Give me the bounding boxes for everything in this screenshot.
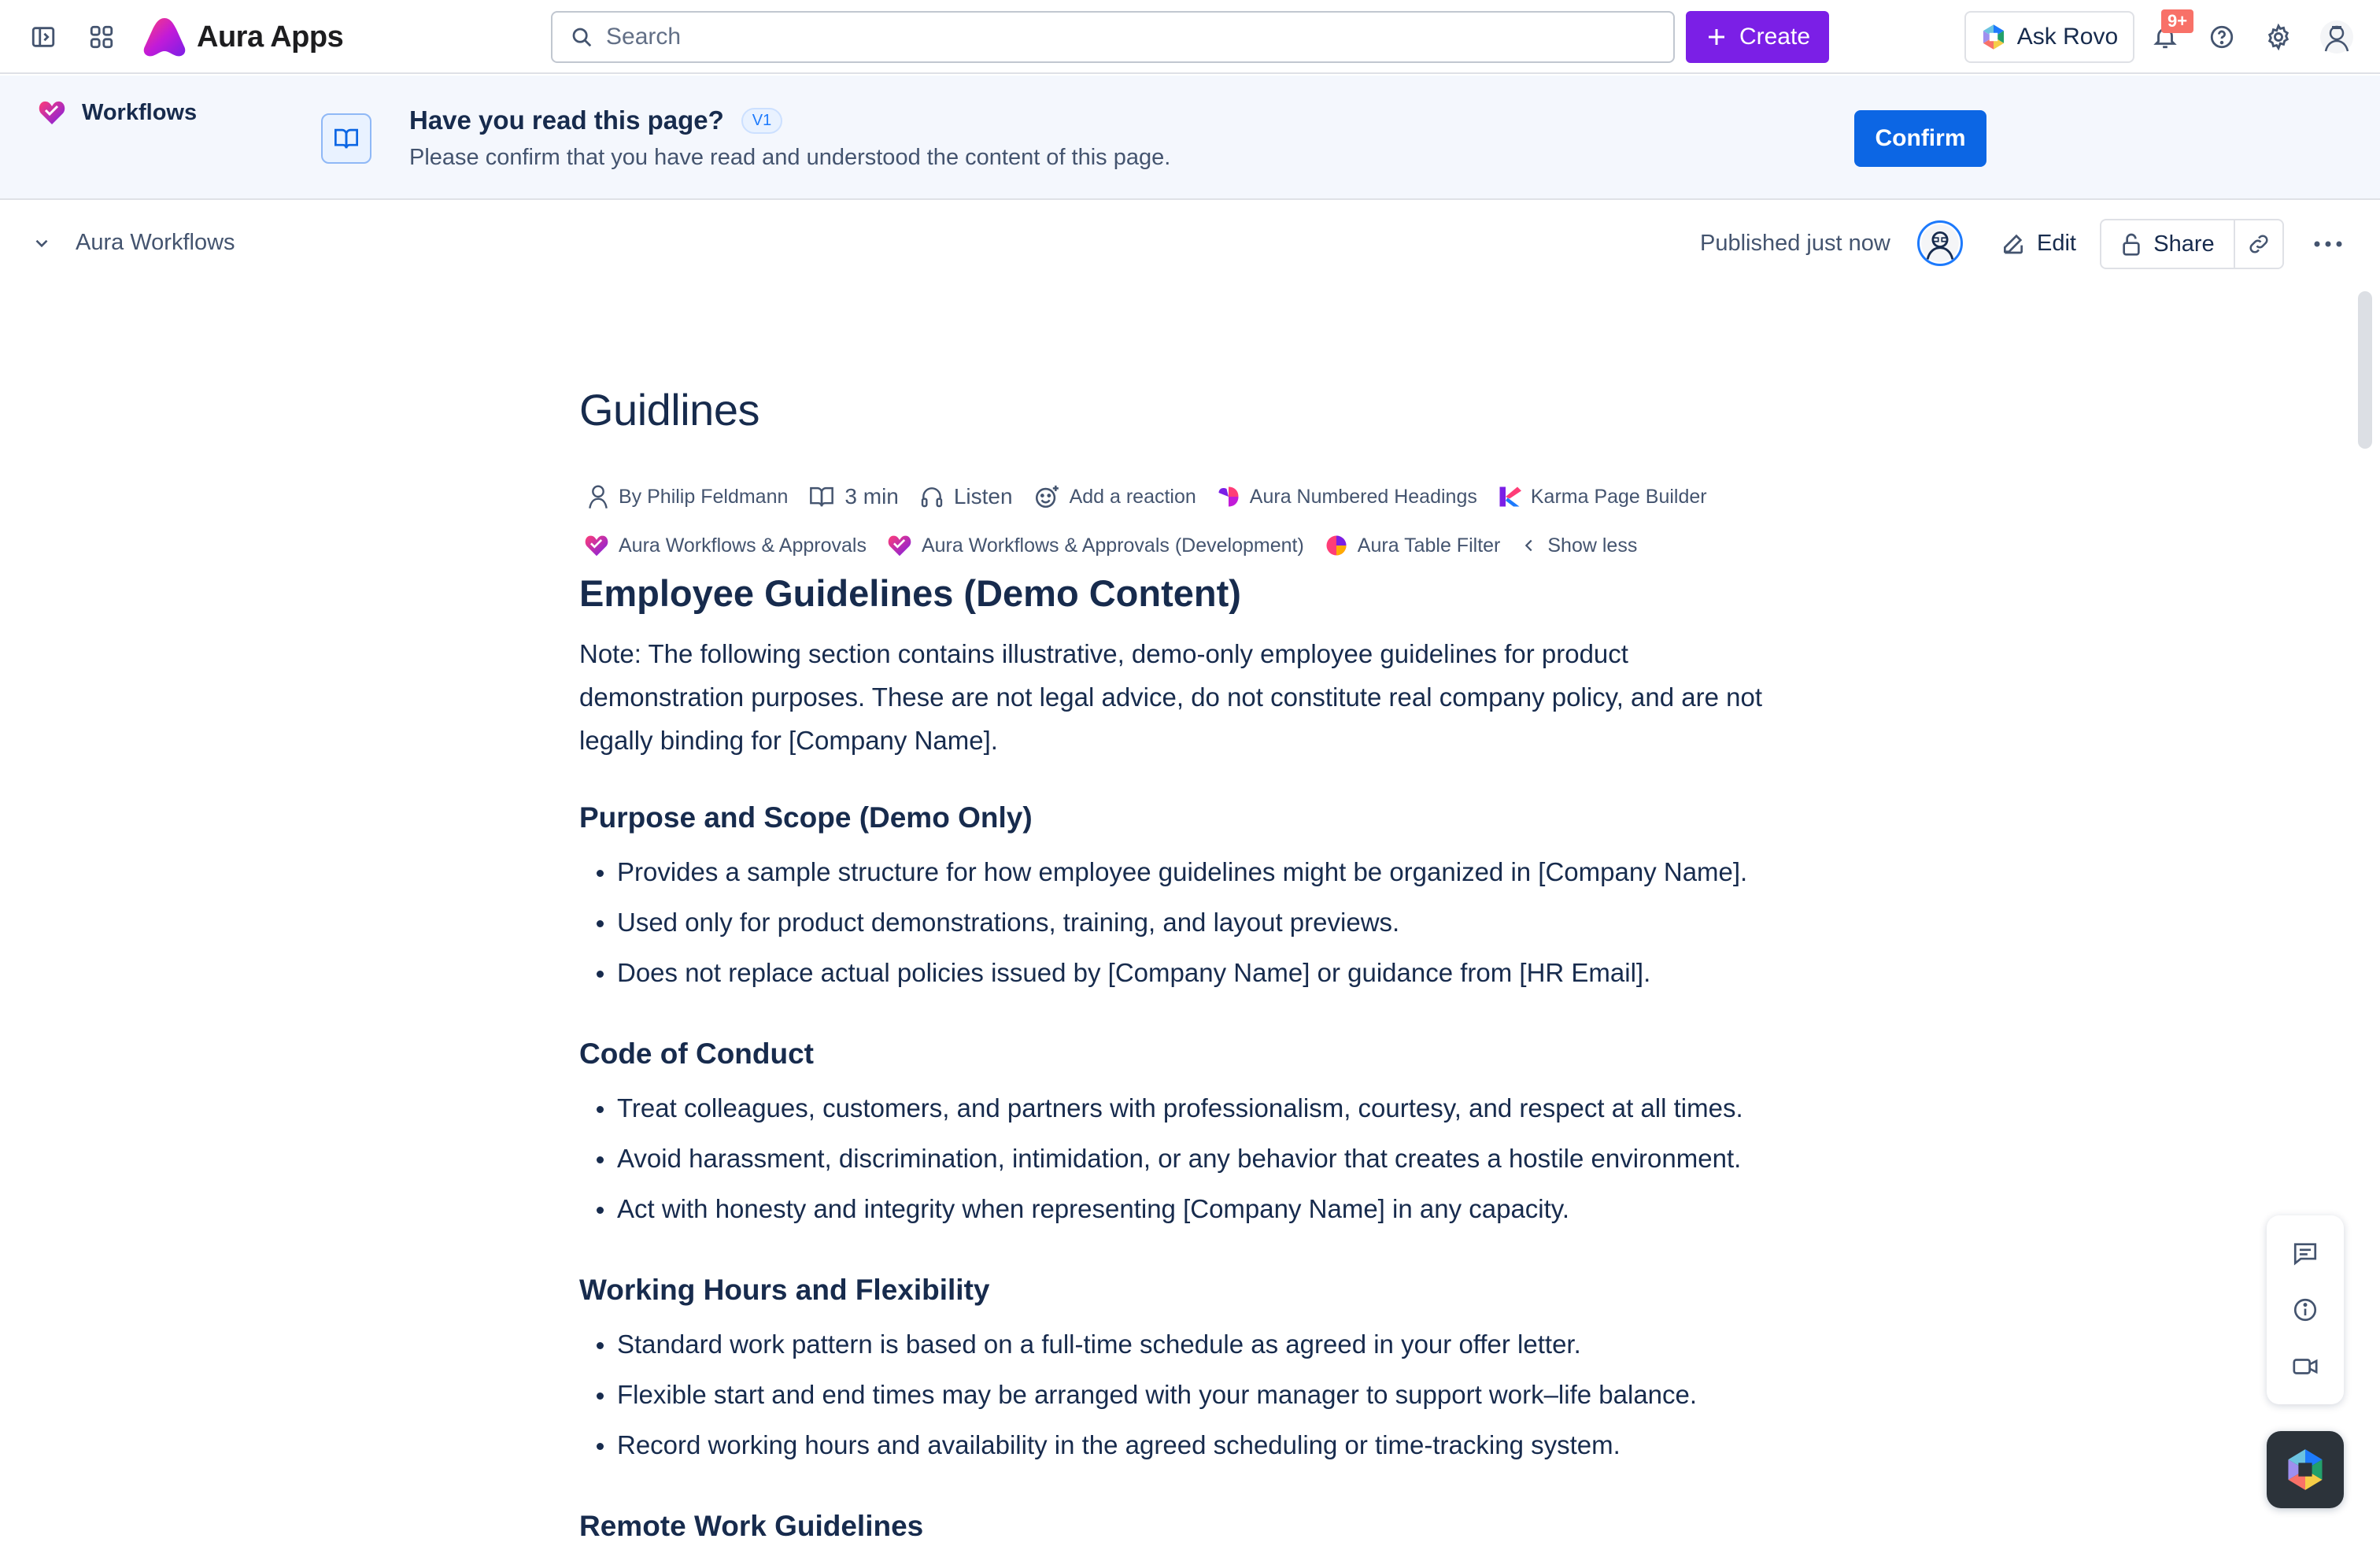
app-tag-label: Aura Numbered Headings	[1249, 485, 1477, 508]
list-item: Does not replace actual policies issued by [Company Name] or guidance from [HR Email].	[579, 948, 1807, 998]
list-item: Avoid harassment, discrimination, intimidation, or any behavior that creates a hostile environment.	[579, 1134, 1807, 1184]
info-icon[interactable]	[2282, 1286, 2329, 1333]
app-tag[interactable]	[1498, 485, 1707, 509]
search-bar[interactable]	[551, 11, 1675, 63]
bullet-list	[579, 1319, 1807, 1470]
share-group	[2100, 219, 2284, 269]
headphones-icon	[919, 484, 944, 509]
table-filter-icon	[1325, 534, 1348, 557]
list-item: Standard work pattern is based on a full-time schedule as agreed in your offer letter.	[579, 1319, 1807, 1370]
read-confirmation-banner	[0, 76, 2380, 200]
help-icon[interactable]	[2202, 17, 2241, 57]
notification-count-badge: 9+	[2161, 9, 2193, 33]
video-icon[interactable]	[2282, 1343, 2329, 1390]
aura-logo-icon	[142, 17, 187, 57]
search-input[interactable]	[606, 24, 1629, 50]
read-time: 3 min	[844, 484, 899, 509]
page-content	[579, 288, 1807, 1546]
list-item: Record working hours and availability in the agreed scheduling or time-tracking system.	[579, 1420, 1807, 1470]
user-avatar[interactable]	[2317, 17, 2356, 57]
chevron-down-icon[interactable]	[31, 233, 52, 253]
author-meta[interactable]	[587, 484, 788, 509]
search-icon	[570, 25, 593, 49]
karma-k-icon	[1498, 485, 1521, 509]
listen-label: Listen	[953, 484, 1013, 509]
add-reaction-button[interactable]	[1033, 483, 1196, 510]
document-body	[579, 571, 1807, 1546]
breadcrumb-item[interactable]: Aura Workflows	[76, 230, 235, 255]
workflows-heart-icon	[38, 99, 66, 126]
breadcrumb[interactable]	[31, 230, 235, 256]
page-byline	[587, 483, 1728, 510]
chevron-left-icon	[1521, 535, 1538, 556]
space-link[interactable]	[38, 99, 197, 126]
edit-button[interactable]	[1991, 219, 2086, 268]
create-button[interactable]	[1686, 11, 1829, 63]
top-navigation-bar	[0, 0, 2380, 74]
bullet-list	[579, 1083, 1807, 1234]
section-heading: Code of Conduct	[579, 1037, 815, 1070]
numbered-headings-icon	[1217, 485, 1240, 509]
rovo-icon	[1981, 24, 2006, 50]
section-heading: Working Hours and Flexibility	[579, 1274, 990, 1306]
more-actions-icon[interactable]	[2306, 224, 2350, 264]
unlock-icon	[2120, 231, 2142, 257]
author-avatar[interactable]	[1917, 220, 1963, 266]
page-title: Guidlines	[579, 385, 759, 435]
list-item: Treat colleagues, customers, and partners with professionalism, courtesy, and respect at all times.	[579, 1083, 1807, 1134]
section-heading: Purpose and Scope (Demo Only)	[579, 801, 1033, 834]
read-time-meta	[808, 484, 898, 509]
sidebar-toggle-icon[interactable]	[24, 17, 63, 57]
app-tag-label: Aura Workflows & Approvals	[619, 534, 867, 557]
confirm-button[interactable]: Confirm	[1854, 110, 1986, 167]
list-item: Flexible start and end times may be arranged with your manager to support work–life balance.	[579, 1370, 1807, 1420]
document-heading: Employee Guidelines (Demo Content)	[579, 572, 1241, 614]
disclaimer-note: Note: The following section contains illustrative, demo-only employee guidelines for product demonstration purposes. These are not legal advice, do not constitute real company policy, and are not legally binding for [Company Name].	[579, 639, 1763, 755]
show-less-button[interactable]	[1521, 534, 1637, 557]
author-icon	[587, 484, 609, 509]
app-tag[interactable]	[887, 534, 1304, 557]
plus-icon	[1705, 25, 1728, 49]
section-heading: Remote Work Guidelines	[579, 1510, 924, 1542]
scrollbar-thumb[interactable]	[2358, 291, 2372, 449]
rovo-chat-button[interactable]	[2267, 1431, 2344, 1508]
banner-title-text: Have you read this page?	[409, 105, 724, 135]
create-label: Create	[1739, 24, 1811, 50]
app-tag[interactable]	[1217, 485, 1477, 509]
space-name: Workflows	[82, 99, 198, 125]
list-item: Act with honesty and integrity when representing [Company Name] in any capacity.	[579, 1184, 1807, 1234]
workflows-heart-icon	[887, 534, 912, 557]
app-logo[interactable]	[142, 16, 343, 58]
floating-action-panel	[2267, 1215, 2344, 1404]
page-byline-row-2	[584, 534, 1658, 557]
smiley-add-icon	[1033, 483, 1060, 510]
open-book-icon	[321, 113, 371, 164]
publish-status: Published just now	[1700, 231, 1890, 256]
rovo-icon	[2285, 1448, 2326, 1492]
page-header	[0, 202, 2380, 288]
banner-title	[409, 105, 782, 135]
app-tag[interactable]	[584, 534, 867, 557]
app-name: Aura Apps	[197, 20, 344, 54]
comments-icon[interactable]	[2282, 1230, 2329, 1277]
add-reaction-label: Add a reaction	[1069, 485, 1196, 508]
list-item: Provides a sample structure for how employee guidelines might be organized in [Company Name].	[579, 847, 1807, 897]
ask-rovo-button[interactable]	[1964, 11, 2134, 63]
app-switcher-icon[interactable]	[82, 17, 121, 57]
app-tag-label: Aura Workflows & Approvals (Development)	[921, 534, 1304, 557]
share-button[interactable]	[2101, 220, 2235, 268]
list-item: Used only for product demonstrations, training, and layout previews.	[579, 897, 1807, 948]
pencil-icon	[2001, 231, 2026, 256]
ask-rovo-label: Ask Rovo	[2016, 24, 2119, 50]
app-tag[interactable]	[1325, 534, 1501, 557]
version-badge: V1	[741, 108, 782, 134]
book-icon	[808, 485, 835, 509]
listen-button[interactable]	[919, 484, 1013, 509]
bullet-list	[579, 847, 1807, 998]
app-tag-label: Aura Table Filter	[1357, 534, 1501, 557]
app-tag-label: Karma Page Builder	[1530, 485, 1707, 508]
workflows-heart-icon	[584, 534, 609, 557]
link-icon	[2247, 232, 2271, 256]
edit-label: Edit	[2037, 230, 2076, 256]
copy-link-button[interactable]	[2235, 220, 2282, 268]
author-name[interactable]: By Philip Feldmann	[619, 485, 789, 508]
show-less-label: Show less	[1547, 534, 1638, 557]
settings-gear-icon[interactable]	[2259, 17, 2298, 57]
banner-subtitle: Please confirm that you have read and understood the content of this page.	[409, 145, 1171, 170]
share-label: Share	[2153, 231, 2215, 257]
